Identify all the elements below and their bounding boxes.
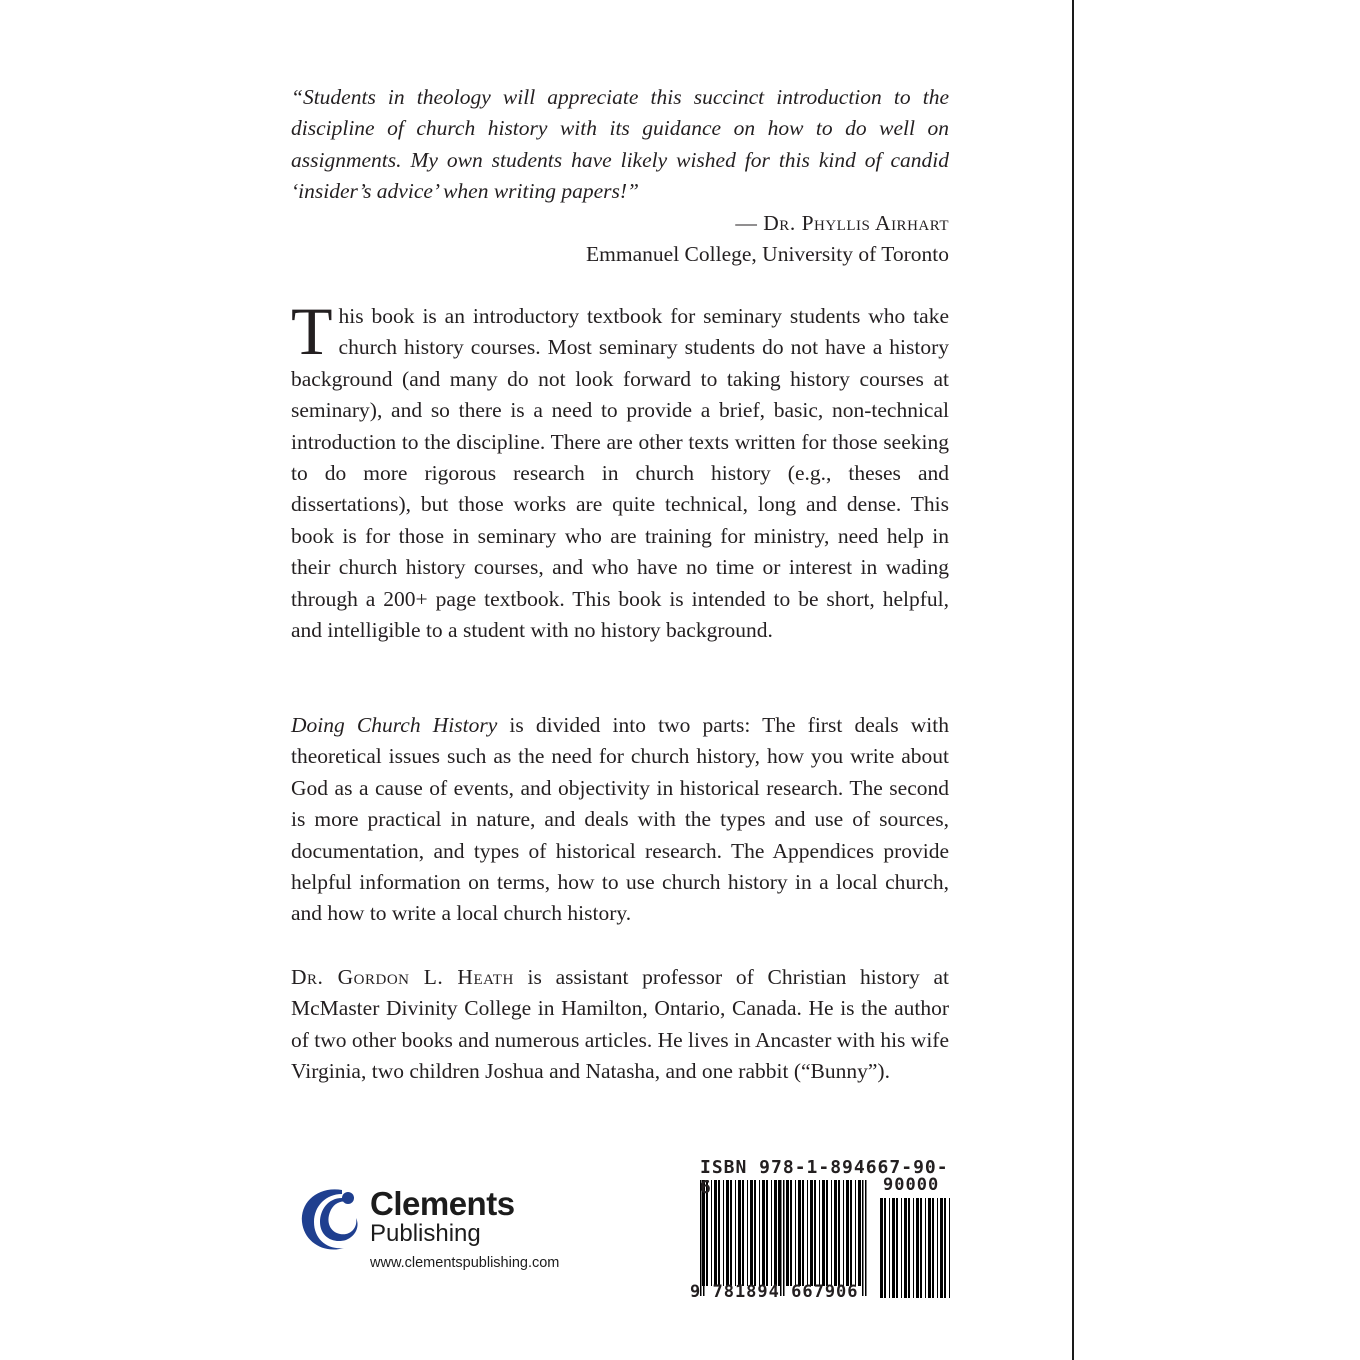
barcode-bar	[925, 1198, 926, 1298]
spine-edge-line	[1072, 0, 1074, 1360]
quote-text: “Students in theology will appreciate this succinct introduction to the discipline of church history with its guidance on how to do well on assignments. My own students have likely wished for this kind of candid ‘insider’s advice’ when writing papers!”	[291, 85, 949, 204]
barcode-bar	[928, 1198, 931, 1298]
book-description	[291, 293, 949, 646]
publisher-name: Clements	[370, 1185, 515, 1222]
barcode-bar	[940, 1198, 943, 1298]
barcode-bar	[944, 1198, 946, 1298]
isbn-barcode	[690, 1158, 952, 1308]
barcode-bar	[920, 1198, 922, 1298]
barcode-bar	[896, 1198, 898, 1298]
book-parts-summary	[291, 710, 949, 930]
endorsement-quote	[291, 82, 949, 270]
barcode-bar	[937, 1198, 938, 1298]
barcode-bar	[880, 1198, 883, 1298]
price-addon: 90000	[883, 1175, 940, 1195]
quote-affiliation: Emmanuel College, University of Toronto	[586, 242, 949, 267]
publisher-logo	[298, 1184, 598, 1274]
publisher-sub: Publishing	[370, 1220, 481, 1247]
quote-author: — Dr. Phyllis Airhart	[735, 210, 949, 235]
publisher-swirl-icon	[298, 1184, 366, 1254]
barcode-bar	[884, 1198, 886, 1298]
barcode-bar	[889, 1198, 890, 1298]
bio-text: is assistant professor of Christian history at McMaster Divinity College in Hamilton, Ontario, Canada. He is the author of two other books and numerous articles. He lives in Ancaster with his wife Virginia, two children Joshua and Natasha, and one rabbit (“Bunny”).	[291, 965, 949, 1084]
barcode-bar	[932, 1198, 934, 1298]
barcode-bar	[916, 1198, 919, 1298]
publisher-url: www.clementspublishing.com	[370, 1255, 560, 1271]
barcode-bar	[904, 1198, 907, 1298]
barcode-bar	[892, 1198, 895, 1298]
author-bio	[291, 962, 949, 1088]
isbn-label: ISBN 978-1-894667-90-6	[700, 1157, 949, 1198]
ean-digits: 9 781894 667906	[690, 1282, 859, 1302]
book-title-inline: Doing Church History	[291, 713, 498, 737]
barcode-bar	[908, 1198, 910, 1298]
parts-text: is divided into two parts: The first deals with theoretical issues such as the need for church history, how you write about God as a cause of events, and objectivity in historical research. The second is more practical in nature, and deals with the types and use of sources, documentation, and types of historical research. The Appendices provide helpful information on terms, how to use church history in a local church, and how to write a local church history.	[291, 713, 949, 926]
barcode-bar	[913, 1198, 914, 1298]
author-name: Dr. Gordon L. Heath	[291, 965, 514, 989]
drop-cap: T	[291, 293, 333, 369]
barcode-bar	[901, 1198, 902, 1298]
description-text: his book is an introductory textbook for seminary students who take church history courses. Most seminary students do not have a history background (and many do not look forward to taking history courses at seminary), and so there is a need to provide a brief, basic, non-technical introduction to the discipline. There are other texts written for those seeking to do more rigorous research in church history (e.g., theses and dissertations), but those works are quite technical, long and dense. This book is for those in seminary who are training for ministry, need help in their church history courses, and who have no time or interest in wading through a 200+ page textbook. This book is intended to be short, helpful, and intelligible to a student with no history background.	[291, 304, 949, 643]
barcode-bar	[949, 1198, 950, 1298]
